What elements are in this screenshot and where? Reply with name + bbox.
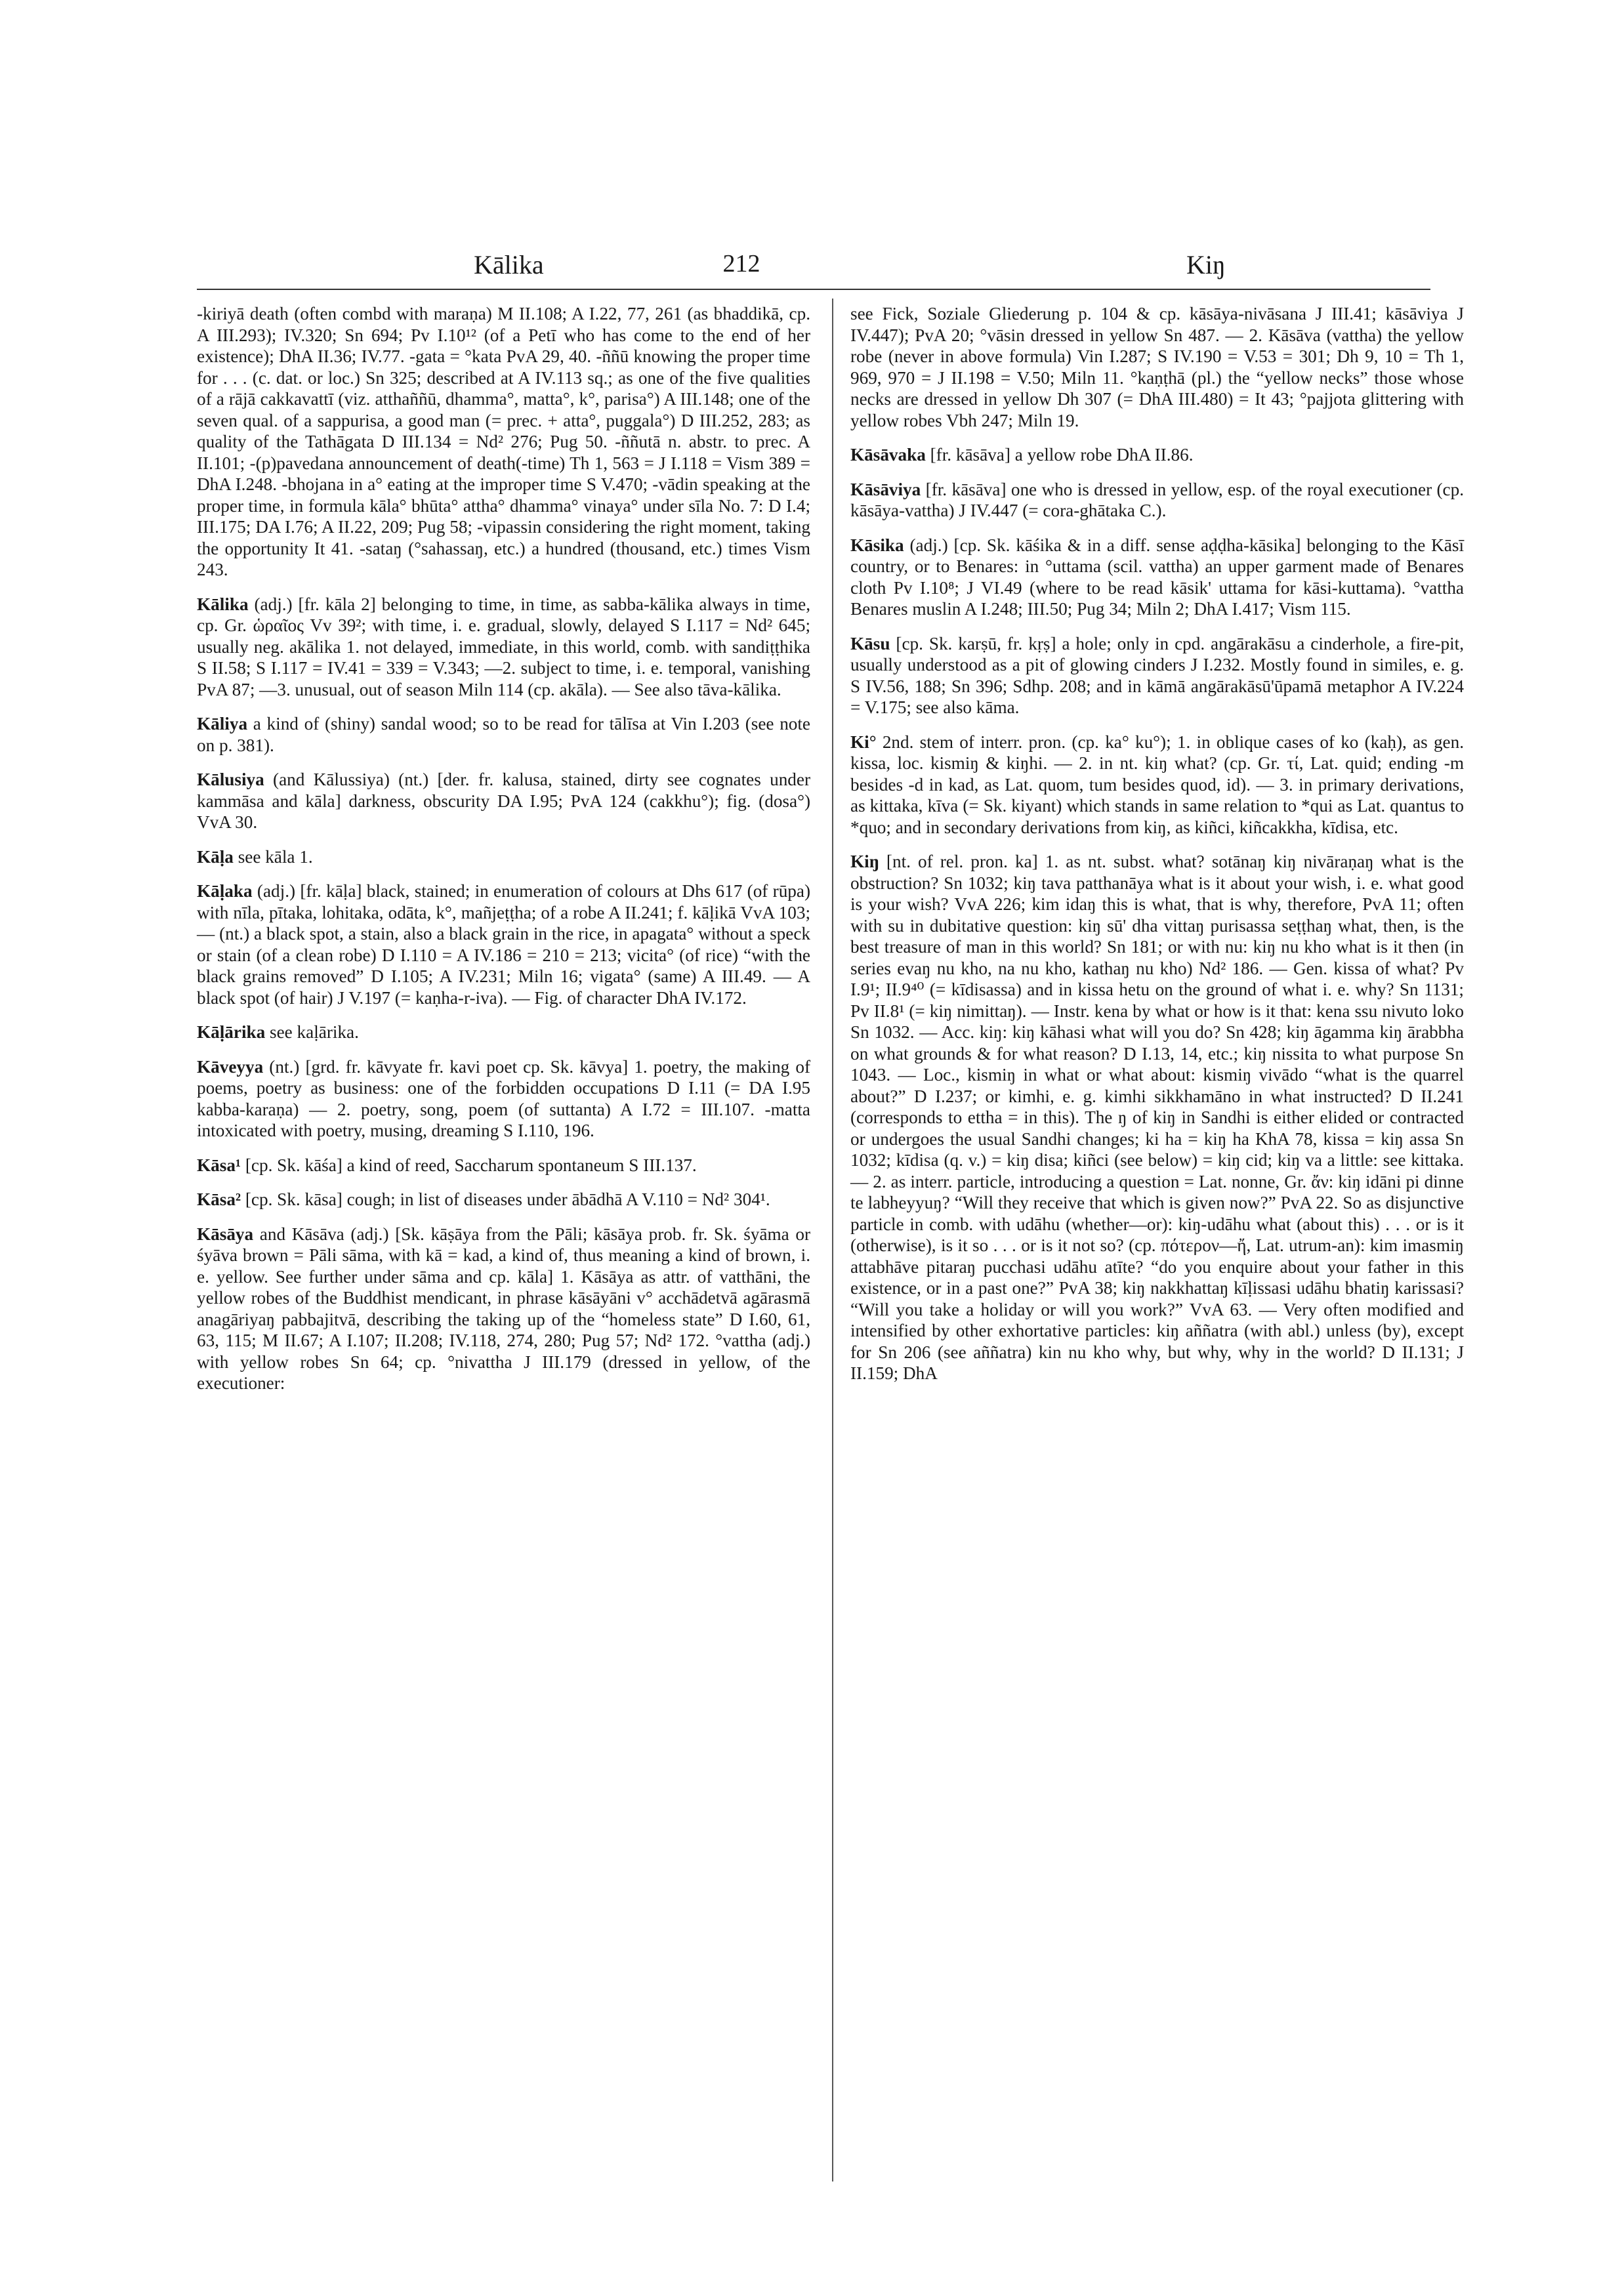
entry-headword: Kāliya bbox=[197, 714, 248, 734]
entry-headword: Kālusiya bbox=[197, 770, 264, 789]
dictionary-entry bbox=[850, 303, 1464, 431]
entry-text: a kind of (shiny) sandal wood; so to be read for tālīsa at Vin I.203 (see note on p. 381). bbox=[197, 714, 810, 755]
entry-headword: Kāsāvaka bbox=[850, 445, 926, 465]
page-number: 212 bbox=[722, 250, 760, 278]
left-column bbox=[197, 303, 810, 1407]
entry-text: [fr. kāsāva] a yellow robe DhA II.86. bbox=[930, 445, 1194, 465]
entry-headword: Kāsu bbox=[850, 633, 890, 653]
entry-text: [cp. Sk. kāsa] cough; in list of diseases under ābādhā A V.110 = Nd² 304¹. bbox=[245, 1189, 770, 1209]
entry-headword: Kāḷaka bbox=[197, 881, 253, 901]
dictionary-entry bbox=[850, 851, 1464, 1384]
header-left-word: Kālika bbox=[474, 250, 544, 279]
entry-text: (adj.) [fr. kāḷa] black, stained; in enumeration of colours at Dhs 617 (of rūpa) with nīla, pītaka, lohitaka, odāta, k°, mañjeṭṭha; of a robe A II.241; f. kāḷikā VvA 103; — (nt.) a black spot, a stain, also a black grain in the rice, in apagata° without a speck or stain (of a clean robe) D I.110 = A IV.186 = 210 = 213; vicita° (of rice) “with the black grains removed” D I.105; A IV.231; Miln 16; vigata° (same) A III.49. — A black spot (of hair) J V.197 (= kaṇha-r-iva). — Fig. of character DhA IV.172. bbox=[197, 881, 811, 1008]
entry-headword: Kāsa² bbox=[197, 1189, 241, 1209]
dictionary-entry bbox=[197, 1224, 810, 1394]
entry-text: [fr. kāsāva] one who is dressed in yellow, esp. of the royal executioner (cp. kāsāya-vattha) J IV.447 (= cora-ghātaka C.). bbox=[850, 479, 1465, 520]
entry-headword: Kāsa¹ bbox=[197, 1155, 241, 1175]
entry-text: -kiriyā death (often combd with maraṇa) M II.108; A I.22, 77, 261 (as bhaddikā, cp. A III.293); IV.320; Sn 694; Pv I.10¹² (of a Petī who has come to the end of her existence); DhA II.36; IV.77. -gata = °kata PvA 29, 40. -ññū knowing the proper time for . . . (c. dat. or loc.) Sn 325; described at A IV.113 sq.; as one of the five qualities of a rājā cakkavattī (viz. atthaññū, dhamma°, matta°, k°, parisa°) A III.148; one of the seven qual. of a sappurisa, a good man (= prec. + atta°, puggala°) D III.252, 283; as quality of the Tathāgata D III.134 = Nd² 276; Pug 50. -ññutā n. abstr. to prec. A II.101; -(p)pavedana announcement of death(-time) Th 1, 563 = J I.118 = Vism 389 = DhA I.248. -bhojana in a° eating at the improper time S V.470; -vādin speaking at the proper time, in formula kāla° bhūta° attha° dhamma° vinaya° under sīla No. 7: D I.4; III.175; DA I.76; A II.22, 209; Pug 58; -vipassin considering the right moment, taking the opportunity It 41. -sataŋ (°sahassaŋ, etc.) a hundred (thousand, etc.) times Vism 243. bbox=[197, 304, 810, 579]
entry-text: (adj.) [cp. Sk. kāśika & in a diff. sense aḍḍha-kāsika] belonging to the Kāsī country, or to Benares: in °uttama (scil. vattha) an upper garment made of Benares cloth Pv I.10⁸; J VI.49 (where to be read kāsik' uttama for kāsi-kuttama). °vattha Benares muslin A I.248; III.50; Pug 34; Miln 2; DhA I.417; Vism 115. bbox=[850, 535, 1464, 619]
entry-headword: Kāḷārika bbox=[197, 1022, 266, 1042]
dictionary-entry bbox=[197, 880, 810, 1008]
entry-text: (adj.) [fr. kāla 2] belonging to time, in time, as sabba-kālika always in time, cp. Gr. ὡραῖος Vv 39²; with time, i. e. gradual, slowly, delayed S I.117 = Nd² 645; usually neg. akālika 1. not delayed, immediate, in this world, comb. with sandiṭṭhika S II.58; S I.117 = IV.41 = 339 = V.343; —2. subject to time, i. e. temporal, vanishing PvA 87; —3. unusual, out of season Miln 114 (cp. akāla). — See also tāva-kālika. bbox=[197, 594, 810, 699]
dictionary-entry bbox=[850, 633, 1464, 718]
dictionary-entry bbox=[197, 1022, 810, 1043]
dictionary-entry bbox=[197, 303, 810, 581]
right-column bbox=[850, 303, 1464, 1397]
dictionary-entry bbox=[850, 444, 1464, 466]
entry-text: see kāla 1. bbox=[238, 846, 313, 867]
entry-headword: Kāsāya bbox=[197, 1224, 254, 1244]
entry-text: (and Kālussiya) (nt.) [der. fr. kalusa, stained, dirty see cognates under kammāsa and kāla] darkness, obscurity DA I.95; PvA 124 (cakkhu°); fig. (dosa°) VvA 30. bbox=[197, 770, 811, 832]
header-right-word: Kiŋ bbox=[1186, 250, 1226, 279]
entry-headword: Kāsāviya bbox=[850, 479, 921, 499]
entry-text: see kaḷārika. bbox=[270, 1022, 359, 1042]
dictionary-entry bbox=[197, 1155, 810, 1176]
dictionary-entry bbox=[197, 713, 810, 756]
dictionary-entry bbox=[197, 1056, 810, 1142]
dictionary-entry bbox=[850, 479, 1464, 522]
dictionary-entry bbox=[197, 1189, 810, 1210]
entry-headword: Kiŋ bbox=[850, 852, 879, 871]
entry-headword: Kālika bbox=[197, 594, 249, 614]
column-divider bbox=[832, 299, 833, 2181]
entry-text: and Kāsāva (adj.) [Sk. kāṣāya from the Pāli; kāsāya prob. fr. Sk. śyāma or śyāva brown = Pāli sāma, with kā = kad, a kind of, thus meaning a kind of brown, i. e. yellow. See further under sāma and cp. kāla] 1. Kāsāya as attr. of vatthāni, the yellow robes of the Buddhist mendicant, in phrase kāsāyāni v° acchādetvā agārasmā anagāriyaŋ pabbajitvā, describing the taking up of the “homeless state” D I.60, 61, 63, 115; M II.67; A I.107; II.208; IV.118, 274, 280; Pug 57; Nd² 172. °vattha (adj.) with yellow robes Sn 64; cp. °nivattha J III.179 (dressed in yellow, of the executioner: bbox=[197, 1224, 811, 1393]
entry-headword: Kāḷa bbox=[197, 846, 234, 867]
entry-headword: Kāveyya bbox=[197, 1056, 264, 1077]
dictionary-entry bbox=[197, 846, 810, 868]
dictionary-entry bbox=[197, 594, 810, 701]
entry-text: [cp. Sk. kāśa] a kind of reed, Saccharum spontaneum S III.137. bbox=[245, 1155, 697, 1175]
dictionary-entry bbox=[850, 732, 1464, 838]
entry-text: (nt.) [grd. fr. kāvyate fr. kavi poet cp. Sk. kāvya] 1. poetry, the making of poems, poetry as business: one of the forbidden occupations D I.11 (= DA I.95 kabba-karaṇa) — 2. poetry, song, poem (of suttanta) A I.72 = III.107. -matta intoxicated with poetry, musing, dreaming S I.110, 196. bbox=[197, 1056, 811, 1140]
entry-text: [cp. Sk. karṣū, fr. kṛṣ] a hole; only in cpd. angārakāsu a cinderhole, a fire-pit, usually understood as a pit of glowing cinders J I.232. Mostly found in similes, e. g. S IV.56, 188; Sn 396; Sdhp. 208; and in kāmā angārakāsū'ūpamā metaphor A IV.224 = V.175; see also kāma. bbox=[850, 633, 1464, 717]
entry-headword: Kāsika bbox=[850, 535, 904, 555]
dictionary-entry bbox=[197, 769, 810, 833]
dictionary-entry bbox=[850, 535, 1464, 620]
entry-text: [nt. of rel. pron. ka] 1. as nt. subst. what? sotānaŋ kiŋ nivāraṇaŋ what is the obstruction? Sn 1032; kiŋ tava patthanāya what is it about your wish, i. e. what good is your wish? VvA 226; kim idaŋ this is what, that is why, therefore, PvA 11; often with su in dubitative question: kiŋ sū' dha vittaŋ purisassa seṭṭhaŋ what, then, is the best treasure of man in this world? Sn 181; or with nu: kiŋ nu kho what is it then (in series evaŋ nu kho, na nu kho, kathaŋ nu kho) Nd² 186. — Gen. kissa of what? Pv I.9¹; II.9⁴⁰ (= kīdisassa) and in kissa hetu on the ground of what i. e. why? Sn 1131; Pv II.8¹ (= kiŋ nimittaŋ). — Instr. kena by what or how is it that: kena ssu nivuto loko Sn 1032. — Acc. kiŋ: kiŋ kāhasi what will you do? Sn 428; kiŋ āgamma kiŋ ārabbha on what grounds & for what reason? D I.13, 14, etc.; kiŋ nissita to what purpose Sn 1043. — Loc., kismiŋ in what or what about: kismiŋ vivādo “what is the quarrel about?” D I.237; or kimhi, e. g. kimhi sikkhamāno in what instructed? D II.241 (corresponds to ettha = in this). The ŋ of kiŋ in Sandhi is either elided or contracted or undergoes the usual Sandhi changes; ki ha = kiŋ ha KhA 78, kissa = kiŋ assa Sn 1032; kīdisa (q. v.) = kiŋ disa; kiñci (see below) = kiŋ cid; kiŋ va a little: see kittaka. — 2. as interr. particle, introducing a question = Lat. nonne, Gr. ἄν: kiŋ idāni pi dinne te labheyyuŋ? “Will they receive that which is given now?” PvA 22. So as disjunctive particle in comb. with udāhu (whether—or): kiŋ-udāhu what (about this) . . . or is it (otherwise), is it so . . . or is it not so? (cp. πότερον—ἤ, Lat. utrum-an): kim imasmiŋ attabhāve pitaraŋ pucchasi udāhu atīte? “do you enquire about your father in this existence, or in a past one?” PvA 38; kiŋ nakkhattaŋ kīḷissasi udāhu bhatiŋ karissasi? “Will you take a holiday or will you work?” VvA 63. — Very often modified and intensified by other exhortative particles: kiŋ aññatra (with abl.) unless (by), except for Sn 206 (see aññatra) kin nu kho why, but why, why in the world? D II.131; J II.159; DhA bbox=[850, 852, 1465, 1383]
entry-text: see Fick, Soziale Gliederung p. 104 & cp. kāsāya-nivāsana J III.41; kāsāviya J IV.447); PvA 20; °vāsin dressed in yellow Sn 487. — 2. Kāsāva (vattha) the yellow robe (never in above formula) Vin I.287; S IV.190 = V.53 = 301; Dh 9, 10 = Th 1, 969, 970 = J II.198 = V.50; Miln 11. °kaṇṭhā (pl.) the “yellow necks” those whose necks are dressed in yellow Dh 307 (= DhA III.480) = It 43; °pajjota glittering with yellow robes Vbh 247; Miln 19. bbox=[850, 304, 1464, 430]
entry-text: 2nd. stem of interr. pron. (cp. ka° ku°); 1. in oblique cases of ko (kaḥ), as gen. kissa, loc. kismiŋ & kiŋhi. — 2. in nt. kiŋ what? (cp. Gr. τί, Lat. quid; ending -m besides -d in kad, as Lat. quom, tum besides quod, id). — 3. in primary derivations, as kittaka, kīva (= Sk. kiyant) which stands in same relation to *qui as Lat. quantus to *quo; and in secondary derivations from kiŋ, as kiñci, kiñcakkha, kīdisa, etc. bbox=[850, 732, 1464, 837]
entry-headword: Ki° bbox=[850, 732, 877, 752]
header-rule bbox=[197, 289, 1430, 290]
